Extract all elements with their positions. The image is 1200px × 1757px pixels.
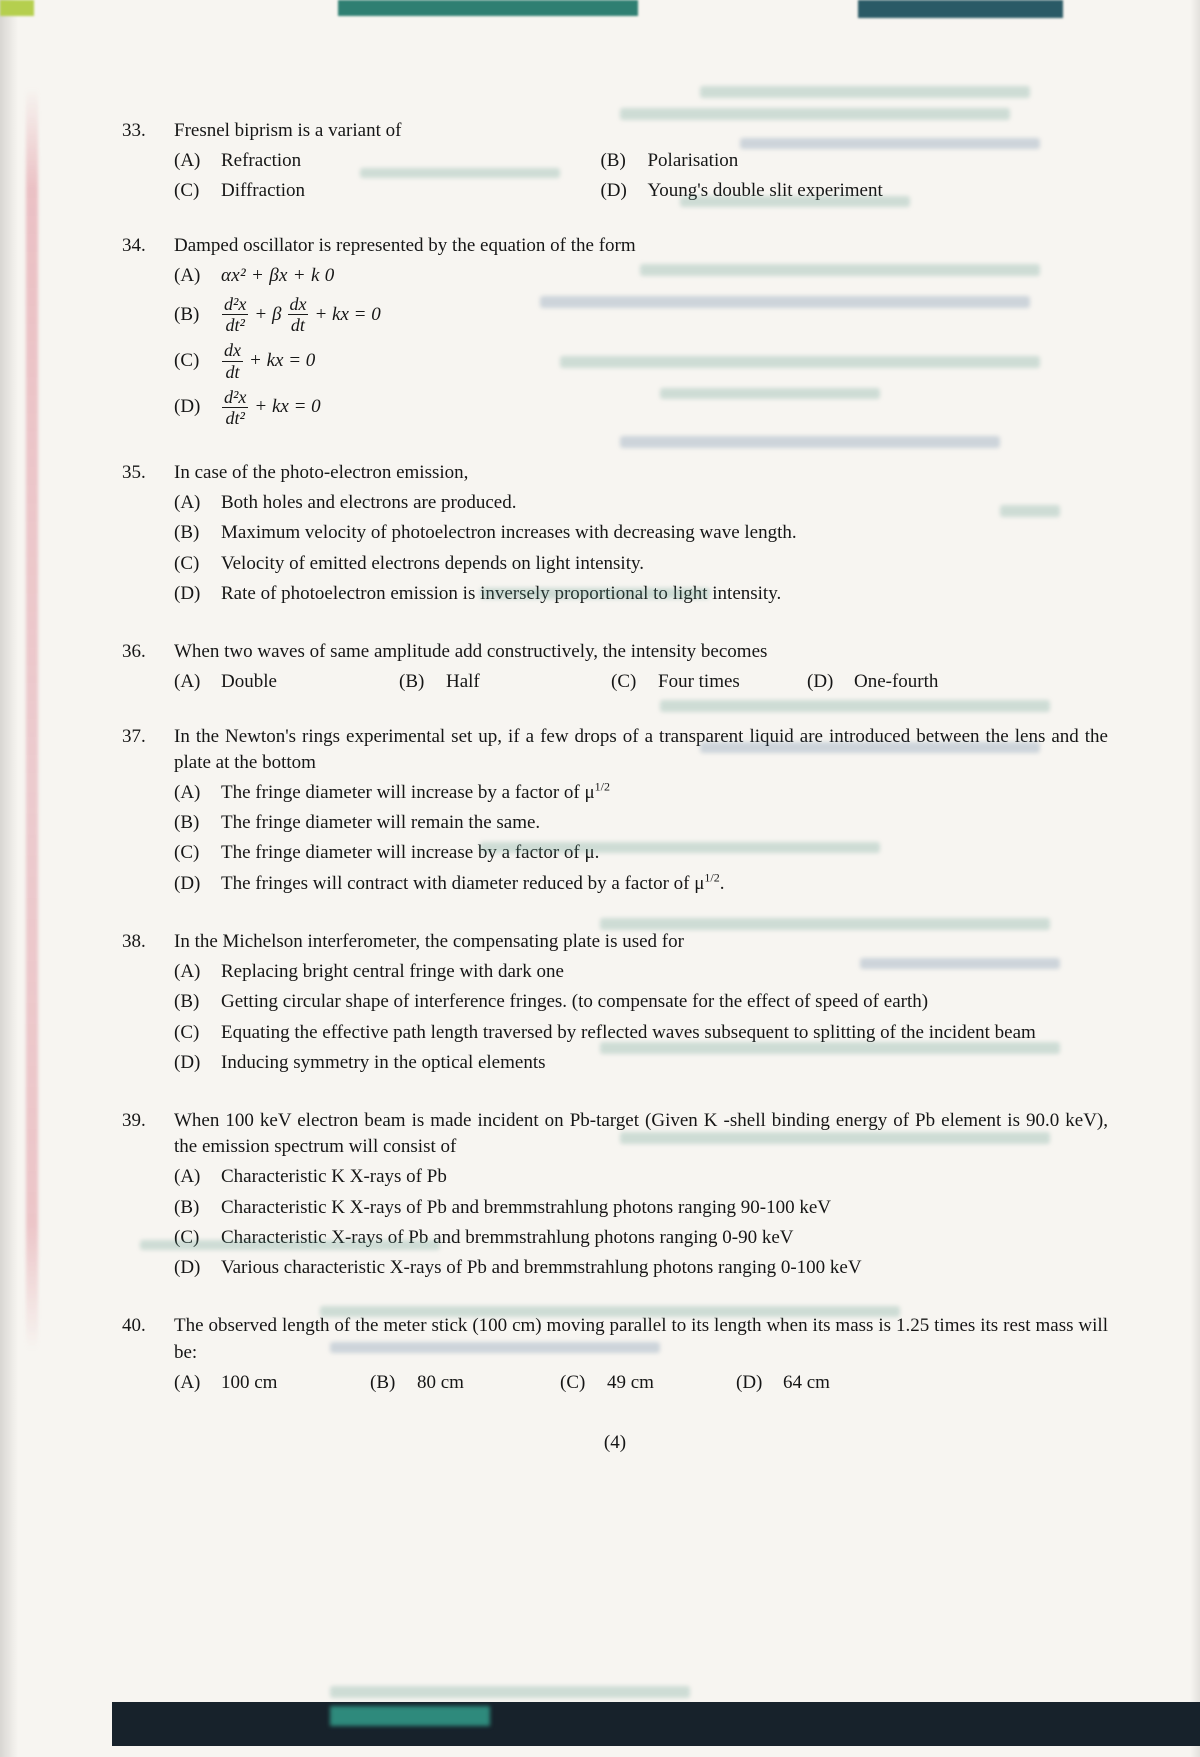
page-number: (4) xyxy=(603,1431,627,1453)
option-text: Double xyxy=(221,671,277,693)
option-a xyxy=(174,148,600,174)
option-label: (D) xyxy=(174,1051,201,1073)
option-label: (D) xyxy=(174,872,201,894)
option-label: (C) xyxy=(174,842,200,864)
question-36 xyxy=(122,639,1108,695)
question-number: 34. xyxy=(122,234,146,256)
question-37 xyxy=(122,724,1108,901)
option-text: Diffraction xyxy=(221,180,306,202)
question-body xyxy=(174,118,1108,205)
equation-tail: + kx = 0 xyxy=(254,396,321,418)
options xyxy=(174,780,1108,897)
option-equation xyxy=(221,294,1108,335)
question-40 xyxy=(122,1313,1108,1396)
question-number: 37. xyxy=(122,725,146,747)
bleedthrough-smudge xyxy=(330,1686,690,1698)
option-text: 64 cm xyxy=(783,1371,830,1393)
option-a xyxy=(174,669,399,695)
fraction-numerator: d²x xyxy=(224,386,247,407)
option-text-pre: The fringe diameter will increase by a factor of μ xyxy=(221,782,595,803)
option-c xyxy=(611,669,807,695)
options xyxy=(174,1370,1108,1396)
option-text-pre: The fringes will contract with diameter reduced by a factor of μ xyxy=(221,872,705,894)
option-text: Equating the effective path length traversed by reflected waves subsequent to splitting of the incident beam xyxy=(221,1021,1036,1043)
option-d xyxy=(174,871,1108,897)
question-text: When two waves of same amplitude add constructively, the intensity becomes xyxy=(174,641,768,663)
equation-tail: + kx = 0 xyxy=(314,303,381,325)
question-body xyxy=(174,1108,1108,1285)
equation-tail: + kx = 0 xyxy=(249,349,316,371)
option-b xyxy=(174,520,1108,546)
options xyxy=(174,959,1108,1076)
equation-middle: + β xyxy=(254,303,282,325)
question-text: In the Michelson interferometer, the compensating plate is used for xyxy=(174,930,684,952)
option-a xyxy=(174,1164,1108,1190)
fraction-numerator: d²x xyxy=(224,294,247,315)
option-c xyxy=(174,551,1108,577)
option-d xyxy=(174,387,1108,428)
scan-bottom-band xyxy=(112,1702,1200,1746)
option-label: (A) xyxy=(174,961,201,983)
question-number: 40. xyxy=(122,1315,146,1337)
option-text: The fringe diameter will remain the same. xyxy=(221,812,541,834)
question-body xyxy=(174,1313,1108,1396)
option-text: Replacing bright central fringe with dark one xyxy=(221,961,564,983)
option-text xyxy=(221,780,1108,806)
question-35 xyxy=(122,460,1108,611)
option-label: (A) xyxy=(174,1166,201,1188)
fraction-denominator: dt xyxy=(288,314,308,335)
option-c xyxy=(174,1020,1108,1046)
option-d xyxy=(807,669,1108,695)
option-text: Maximum velocity of photoelectron increases with decreasing wave length. xyxy=(221,522,797,544)
option-label: (C) xyxy=(560,1371,586,1393)
option-b xyxy=(174,989,1108,1015)
option-text: The fringe diameter will increase by a factor of μ. xyxy=(221,842,600,864)
option-label: (B) xyxy=(174,522,200,544)
option-label: (A) xyxy=(174,1371,201,1393)
option-text: Both holes and electrons are produced. xyxy=(221,492,517,514)
options xyxy=(174,263,1108,428)
question-39 xyxy=(122,1108,1108,1285)
question-text: When 100 keV electron beam is made incident on Pb-target (Given K -shell binding energy of Pb element is 90.0 keV), the emission spectrum will consist of xyxy=(174,1109,1108,1158)
option-text xyxy=(221,871,1108,897)
option-d xyxy=(174,581,1108,607)
option-label: (D) xyxy=(174,582,201,604)
option-label: (D) xyxy=(174,396,201,418)
option-label: (A) xyxy=(174,264,201,286)
option-equation xyxy=(221,340,1108,381)
option-label: (A) xyxy=(174,782,201,803)
option-label: (A) xyxy=(174,671,201,693)
option-c xyxy=(174,340,1108,381)
option-text: Getting circular shape of interference fringes. (to compensate for the effect of speed of earth) xyxy=(221,991,929,1013)
option-label: (D) xyxy=(174,1257,201,1279)
option-text: One-fourth xyxy=(854,671,939,693)
option-text: Velocity of emitted electrons depends on light intensity. xyxy=(221,552,645,574)
option-c xyxy=(560,1370,736,1396)
question-number: 38. xyxy=(122,930,146,952)
fraction xyxy=(221,294,249,335)
option-label: (A) xyxy=(174,150,201,172)
question-text: Damped oscillator is represented by the equation of the form xyxy=(174,234,636,256)
option-text: Half xyxy=(446,671,480,693)
question-body xyxy=(174,724,1108,901)
option-text-post: . xyxy=(719,872,725,894)
option-label: (C) xyxy=(174,349,200,371)
option-text: Various characteristic X-rays of Pb and bremmstrahlung photons ranging 0-100 keV xyxy=(221,1257,862,1279)
option-text: Polarisation xyxy=(647,150,739,172)
option-a xyxy=(174,1370,370,1396)
option-d xyxy=(174,1255,1108,1281)
option-text: 49 cm xyxy=(607,1371,654,1393)
fraction-numerator: dx xyxy=(289,294,307,315)
option-b xyxy=(600,148,1108,174)
question-number: 39. xyxy=(122,1109,146,1131)
option-c xyxy=(174,1225,1108,1251)
fraction-denominator: dt² xyxy=(222,314,247,335)
fraction-numerator: dx xyxy=(224,340,241,361)
option-c xyxy=(174,840,1108,866)
option-a xyxy=(174,780,1108,806)
option-text: Rate of photoelectron emission is inversely proportional to light intensity. xyxy=(221,582,782,604)
option-label: (B) xyxy=(174,991,200,1013)
option-label: (C) xyxy=(174,1021,200,1043)
option-text: 80 cm xyxy=(417,1371,464,1393)
question-number: 33. xyxy=(122,120,146,141)
option-d xyxy=(736,1370,1108,1396)
fraction xyxy=(221,387,249,428)
option-label: (B) xyxy=(174,812,200,834)
option-b xyxy=(399,669,611,695)
option-text: Inducing symmetry in the optical elements xyxy=(221,1051,546,1073)
option-text: Characteristic X-rays of Pb and bremmstrahlung photons ranging 0-90 keV xyxy=(221,1226,794,1248)
option-label: (D) xyxy=(736,1371,763,1393)
option-b xyxy=(174,294,1108,335)
option-a xyxy=(174,959,1108,985)
question-body xyxy=(174,639,1108,695)
option-a xyxy=(174,490,1108,516)
option-c xyxy=(174,178,600,204)
options xyxy=(174,490,1108,607)
question-text: Fresnel biprism is a variant of xyxy=(174,120,402,141)
option-label: (C) xyxy=(174,552,200,574)
option-b xyxy=(174,1195,1108,1221)
question-text: In case of the photo-electron emission, xyxy=(174,462,469,484)
option-label: (C) xyxy=(174,1226,200,1248)
option-text: Characteristic K X-rays of Pb and bremmstrahlung photons ranging 90-100 keV xyxy=(221,1196,831,1218)
option-text: Four times xyxy=(658,671,740,693)
question-text: The observed length of the meter stick (100 cm) moving parallel to its length when its mass is 1.25 times its rest mass will be: xyxy=(174,1315,1108,1363)
question-33 xyxy=(122,118,1108,205)
option-label: (B) xyxy=(600,150,626,172)
option-label: (B) xyxy=(399,671,425,693)
question-number: 35. xyxy=(122,462,146,484)
question-text: In the Newton's rings experimental set up, if a few drops of a transparent liquid are introduced between the lens and the plate at the bottom xyxy=(174,725,1108,773)
option-label: (B) xyxy=(370,1371,396,1393)
option-text: Refraction xyxy=(221,150,302,172)
fraction-denominator: dt xyxy=(222,361,242,382)
option-label: (C) xyxy=(611,671,637,693)
options xyxy=(174,1164,1108,1281)
question-body xyxy=(174,233,1108,432)
option-d xyxy=(174,1050,1108,1076)
question-body xyxy=(174,929,1108,1080)
option-b xyxy=(370,1370,560,1396)
scan-bottom-teal-mark xyxy=(330,1706,490,1726)
option-label: (D) xyxy=(600,180,627,202)
question-34 xyxy=(122,233,1108,432)
fraction xyxy=(286,294,309,335)
question-body xyxy=(174,460,1108,611)
fraction xyxy=(221,340,244,381)
option-label: (C) xyxy=(174,180,200,202)
option-label: (D) xyxy=(807,671,834,693)
option-label: (A) xyxy=(174,492,201,514)
option-a xyxy=(174,263,1108,289)
fraction-denominator: dt² xyxy=(222,407,247,428)
option-text: Characteristic K X-rays of Pb xyxy=(221,1166,447,1188)
option-label: (B) xyxy=(174,303,200,325)
option-text: Young's double slit experiment xyxy=(647,180,883,202)
option-equation xyxy=(221,387,1108,428)
option-equation: αx² + βx + k 0 xyxy=(221,264,335,286)
options xyxy=(174,669,1108,695)
option-label: (B) xyxy=(174,1196,200,1218)
superscript: 1/2 xyxy=(704,870,720,885)
options xyxy=(174,148,1108,204)
question-number: 36. xyxy=(122,641,146,663)
option-b xyxy=(174,810,1108,836)
option-text: 100 cm xyxy=(221,1371,278,1393)
option-d xyxy=(600,178,1108,204)
superscript: 1/2 xyxy=(594,779,610,794)
question-38 xyxy=(122,929,1108,1080)
